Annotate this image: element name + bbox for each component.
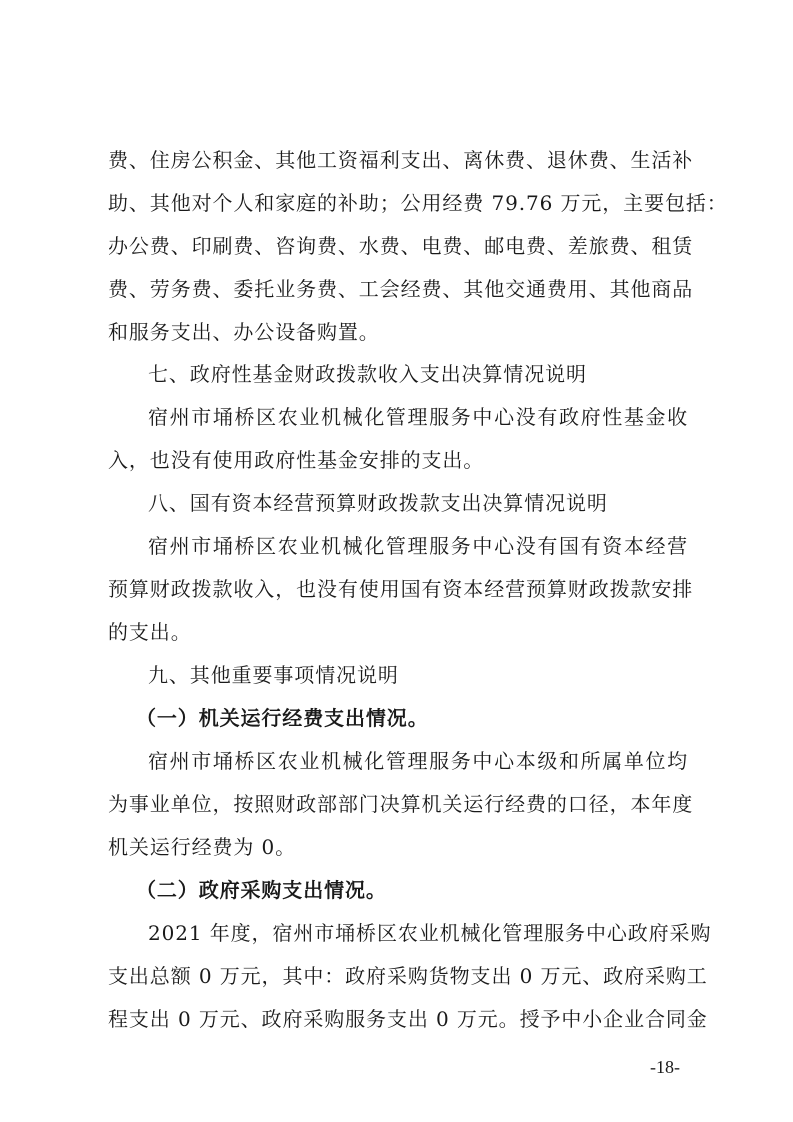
text-line: 费、住房公积金、其他工资福利支出、离休费、退休费、生活补 <box>108 148 694 172</box>
text-line: 宿州市埇桥区农业机械化管理服务中心没有政府性基金收 <box>148 405 688 429</box>
page-number: -18- <box>650 1057 680 1077</box>
text-line: 宿州市埇桥区农业机械化管理服务中心本级和所属单位均 <box>148 749 688 773</box>
text-line: 机关运行经费为 0。 <box>108 835 297 859</box>
text-line: 办公费、印刷费、咨询费、水费、电费、邮电费、差旅费、租赁 <box>108 234 694 258</box>
text-line: 入，也没有使用政府性基金安排的支出。 <box>108 448 485 472</box>
text-line: 助、其他对个人和家庭的补助；公用经费 79.76 万元，主要包括： <box>108 191 728 215</box>
subsection-heading-2: （二）政府采购支出情况。 <box>136 878 387 902</box>
section-heading-9: 九、其他重要事项情况说明 <box>148 663 399 687</box>
text-line: 2021 年度，宿州市埇桥区农业机械化管理服务中心政府采购 <box>148 921 712 945</box>
section-heading-7: 七、政府性基金财政拨款收入支出决算情况说明 <box>148 362 587 386</box>
text-line: 宿州市埇桥区农业机械化管理服务中心没有国有资本经营 <box>148 534 688 558</box>
text-line: 和服务支出、办公设备购置。 <box>108 320 380 344</box>
subsection-heading-1: （一）机关运行经费支出情况。 <box>136 706 429 730</box>
text-line: 程支出 0 万元、政府采购服务支出 0 万元。授予中小企业合同金 <box>108 1007 708 1031</box>
text-line: 为事业单位，按照财政部部门决算机关运行经费的口径，本年度 <box>108 792 694 816</box>
text-line: 预算财政拨款收入，也没有使用国有资本经营预算财政拨款安排 <box>108 577 694 601</box>
text-line: 支出总额 0 万元，其中：政府采购货物支出 0 万元、政府采购工 <box>108 964 708 988</box>
text-line: 费、劳务费、委托业务费、工会经费、其他交通费用、其他商品 <box>108 277 694 301</box>
text-line: 的支出。 <box>108 620 192 644</box>
section-heading-8: 八、国有资本经营预算财政拨款支出决算情况说明 <box>148 491 608 515</box>
